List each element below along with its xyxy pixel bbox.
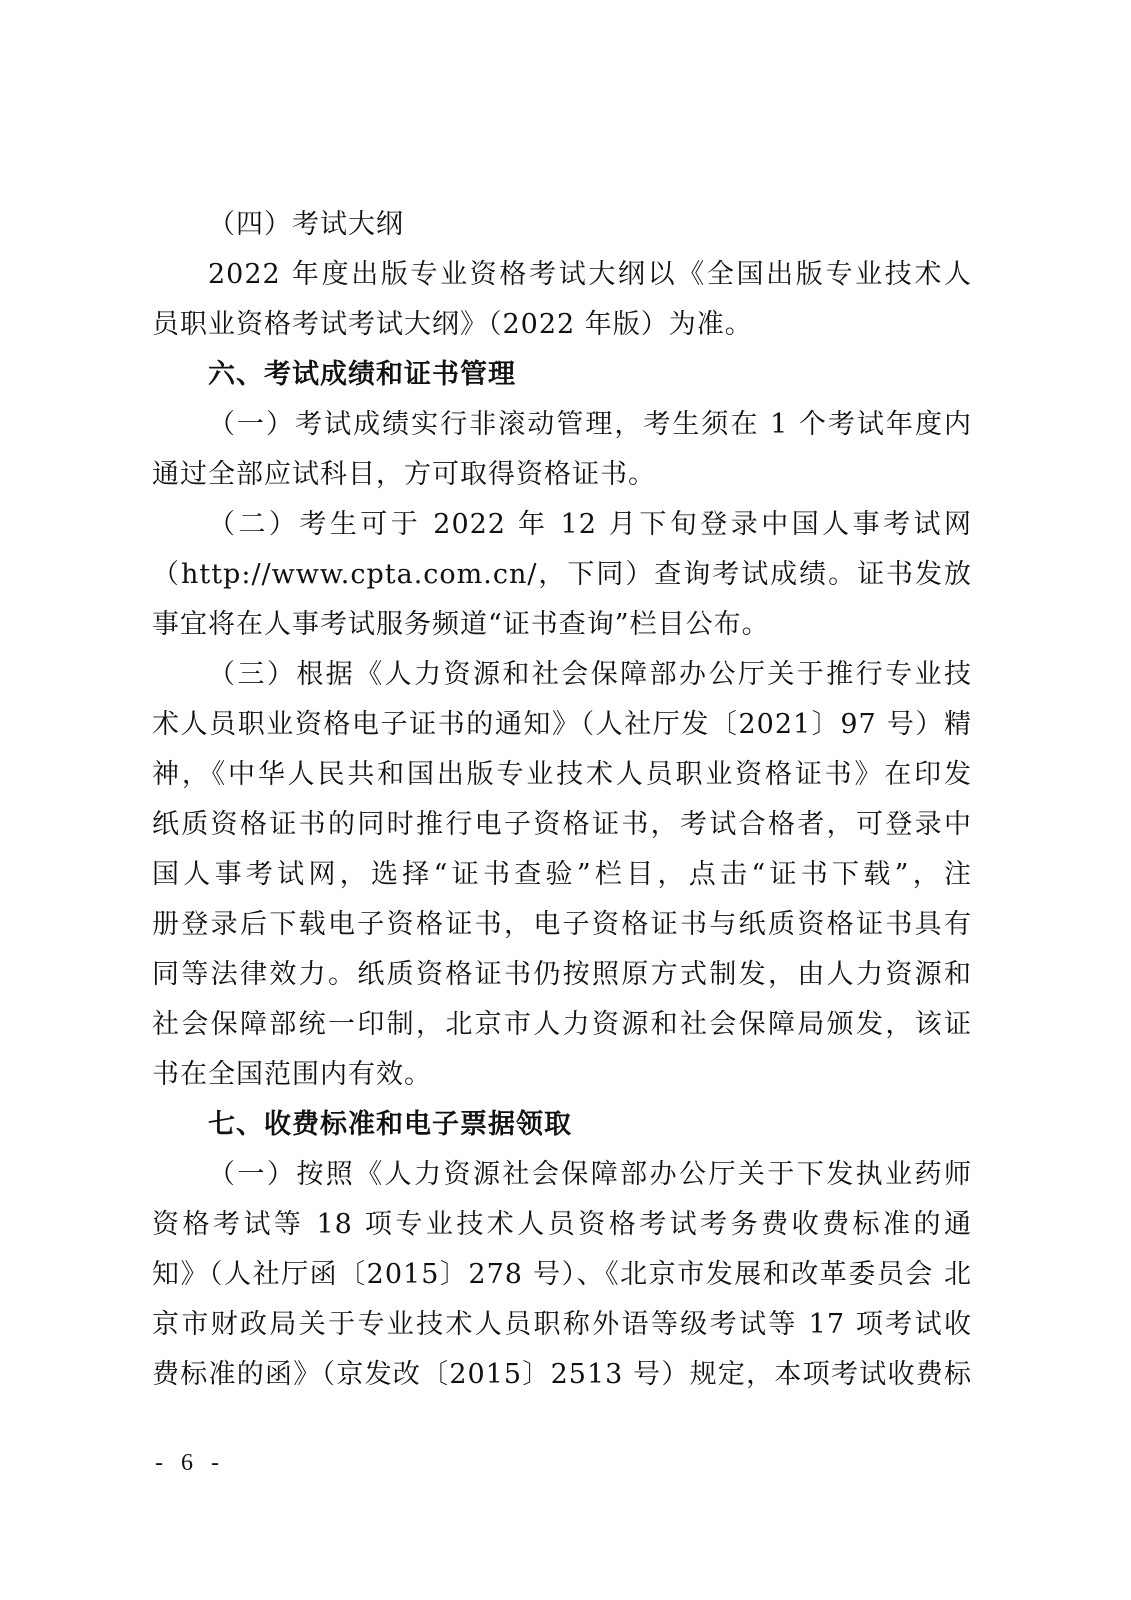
paragraph-line: （一）按照《人力资源社会保障部办公厅关于下发执业药师: [208, 1159, 972, 1190]
paragraph-line: 同等法律效力。纸质资格证书仍按照原方式制发，由人力资源和: [152, 959, 972, 990]
page-number: - 6 -: [155, 1450, 225, 1476]
paragraph-line: 社会保障部统一印制，北京市人力资源和社会保障局颁发，该证: [152, 1009, 972, 1040]
paragraph-line: 国人事考试网，选择“证书查验”栏目，点击“证书下载”，注: [152, 859, 972, 890]
paragraph-line: 2022 年度出版专业资格考试大纲以《全国出版专业技术人: [208, 259, 972, 290]
paragraph-line-with-url: （http://www.cpta.com.cn/，下同）查询考试成绩。证书发放: [152, 559, 972, 590]
paragraph-line: 书在全国范围内有效。: [152, 1059, 432, 1090]
paragraph-line: （一）考试成绩实行非滚动管理，考生须在 1 个考试年度内: [208, 409, 972, 440]
paragraph-line: 资格考试等 18 项专业技术人员资格考试考务费收费标准的通: [152, 1209, 972, 1240]
paragraph-line: 京市财政局关于专业技术人员职称外语等级考试等 17 项考试收: [152, 1309, 972, 1340]
section-heading-scores-certificates: 六、考试成绩和证书管理: [208, 359, 516, 390]
paragraph-line: （三）根据《人力资源和社会保障部办公厅关于推行专业技: [208, 659, 972, 690]
paragraph-line: 通过全部应试科目，方可取得资格证书。: [152, 459, 656, 490]
paragraph-line: 术人员职业资格电子证书的通知》（人社厅发〔2021〕97 号）精: [152, 709, 972, 740]
paragraph-line: 纸质资格证书的同时推行电子资格证书，考试合格者，可登录中: [152, 809, 972, 840]
paragraph-line: 费标准的函》（京发改〔2015〕2513 号）规定，本项考试收费标: [152, 1359, 972, 1390]
paragraph-line: （二）考生可于 2022 年 12 月下旬登录中国人事考试网: [208, 509, 972, 540]
subsection-heading-exam-syllabus: （四）考试大纲: [208, 209, 404, 240]
section-heading-fees-receipts: 七、收费标准和电子票据领取: [208, 1109, 572, 1140]
document-body: [152, 200, 972, 1400]
paragraph-line: 册登录后下载电子资格证书，电子资格证书与纸质资格证书具有: [152, 909, 972, 940]
paragraph-line: 神，《中华人民共和国出版专业技术人员职业资格证书》在印发: [152, 759, 972, 790]
paragraph-line: 事宜将在人事考试服务频道“证书查询”栏目公布。: [152, 609, 770, 640]
paragraph-line: 知》（人社厅函〔2015〕278 号）、《北京市发展和改革委员会 北: [152, 1259, 972, 1290]
paragraph-line: 员职业资格考试考试大纲》（2022 年版）为准。: [152, 309, 753, 340]
